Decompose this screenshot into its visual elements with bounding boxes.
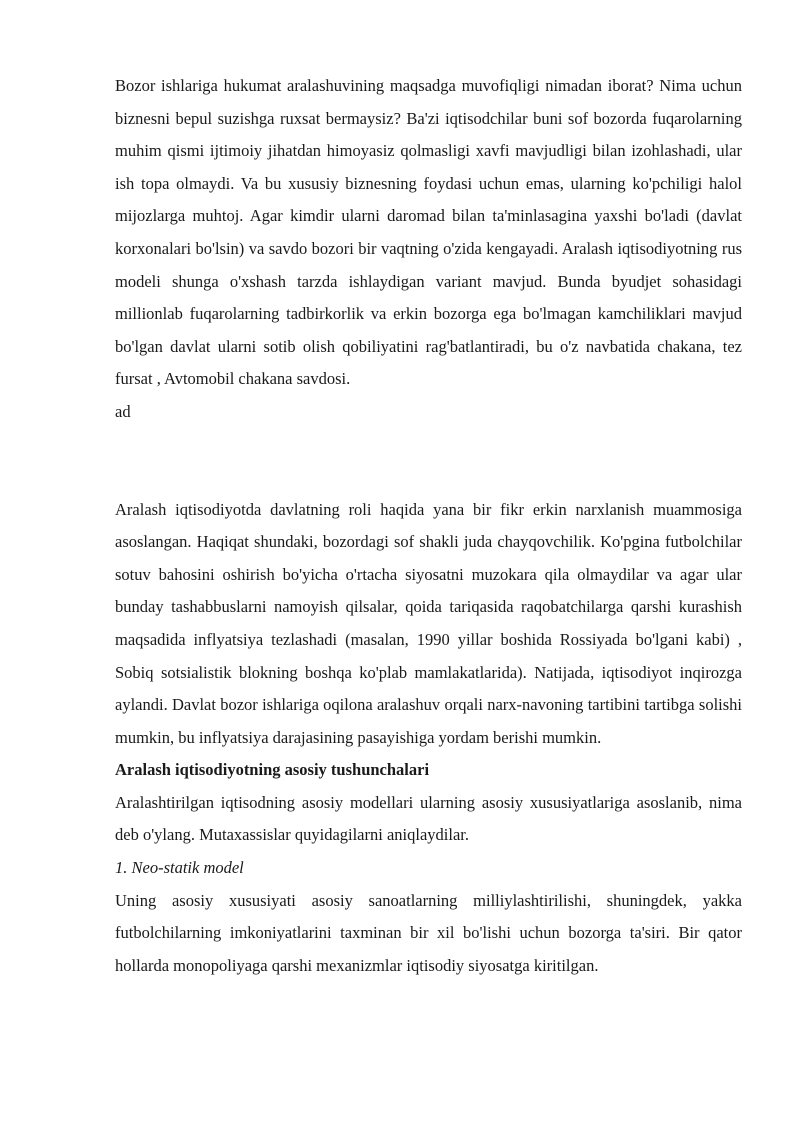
paragraph-neo-static-description: Uning asosiy xususiyati asosiy sanoatlarning milliylashtirilishi, shuningdek, yakka futbolchilarning imkoniyatlarini taxminan bir xil bo'lishi uchun bozorga ta'siri. Bir qator hollarda monopoliyaga qarshi mexanizmlar iqtisodiy siyosatga kiritilgan. — [115, 890, 742, 975]
ad-label: ad — [115, 401, 131, 421]
paragraph-state-role: Aralash iqtisodiyotda davlatning roli haqida yana bir fikr erkin narxlanish muammosiga asoslangan. Haqiqat shundaki, bozordagi sof shakli juda chayqovchilik. Ko'pgina futbolchilar sotuv bahosini oshirish bo'yicha o'rtacha siyosatni muzokara qila olmaydilar va agar ular bunday tashabbuslarni namoyish qilsalar, qoida tariqasida raqobatchilarga qarshi kurashish maqsadida inflyatsiya tezlashadi (masalan, 1990 yillar boshida Rossiyada bo'lgani kabi) , Sobiq sotsialistik blokning boshqa ko'plab mamlakatlarida). Natijada, iqtisodiyot inqirozga aylandi. Davlat bozor ishlariga oqilona aralashuv orqali narx-navoning tartibini tartibga solishi mumkin, bu inflyatsiya darajasining pasayishiga yordam berishi mumkin. — [115, 499, 742, 747]
paragraph-intro: Bozor ishlariga hukumat aralashuvining maqsadga muvofiqligi nimadan iborat? Nima uchun biznesni bepul suzishga ruxsat bermaysiz? Ba'zi iqtisodchilar buni sof bozorda fuqarolarning muhim qismi ijtimoiy jihatdan himoyasiz qolmasligi xavfi mavjudligi bilan izohlashadi, ular ish topa olmaydi. Va bu xususiy biznesning foydasi uchun emas, ularning ko'pchiligi halol mijozlarga muhtoj. Agar kimdir ularni daromad bilan ta'minlasagina yaxshi bo'ladi (davlat korxonalari bo'lsin) va savdo bozori bir vaqtning o'zida kengayadi. Aralash iqtisodiyotning rus modeli shunga o'xshash tarzda ishlaydigan variant mavjud. Bunda byudjet sohasidagi millionlab fuqarolarning tadbirkorlik va erkin bozorga ega bo'lmagan kamchiliklari mavjud bo'lgan davlat ularni sotib olish qobiliyatini rag'batlantiradi, bu o'z navbatida chakana, tez fursat , Avtomobil chakana savdosi. — [115, 76, 742, 389]
section-heading: Aralash iqtisodiyotning asosiy tushunchalari — [115, 760, 430, 780]
paragraph-models-intro: Aralashtirilgan iqtisodning asosiy modellari ularning asosiy xususiyatlariga asoslanib, nima deb o'ylang. Mutaxassislar quyidagilarni aniqlaydilar. — [115, 792, 742, 845]
document-page — [115, 70, 742, 982]
subheading-neo-static-model: 1. Neo-statik model — [115, 858, 244, 878]
spacer — [115, 429, 742, 494]
